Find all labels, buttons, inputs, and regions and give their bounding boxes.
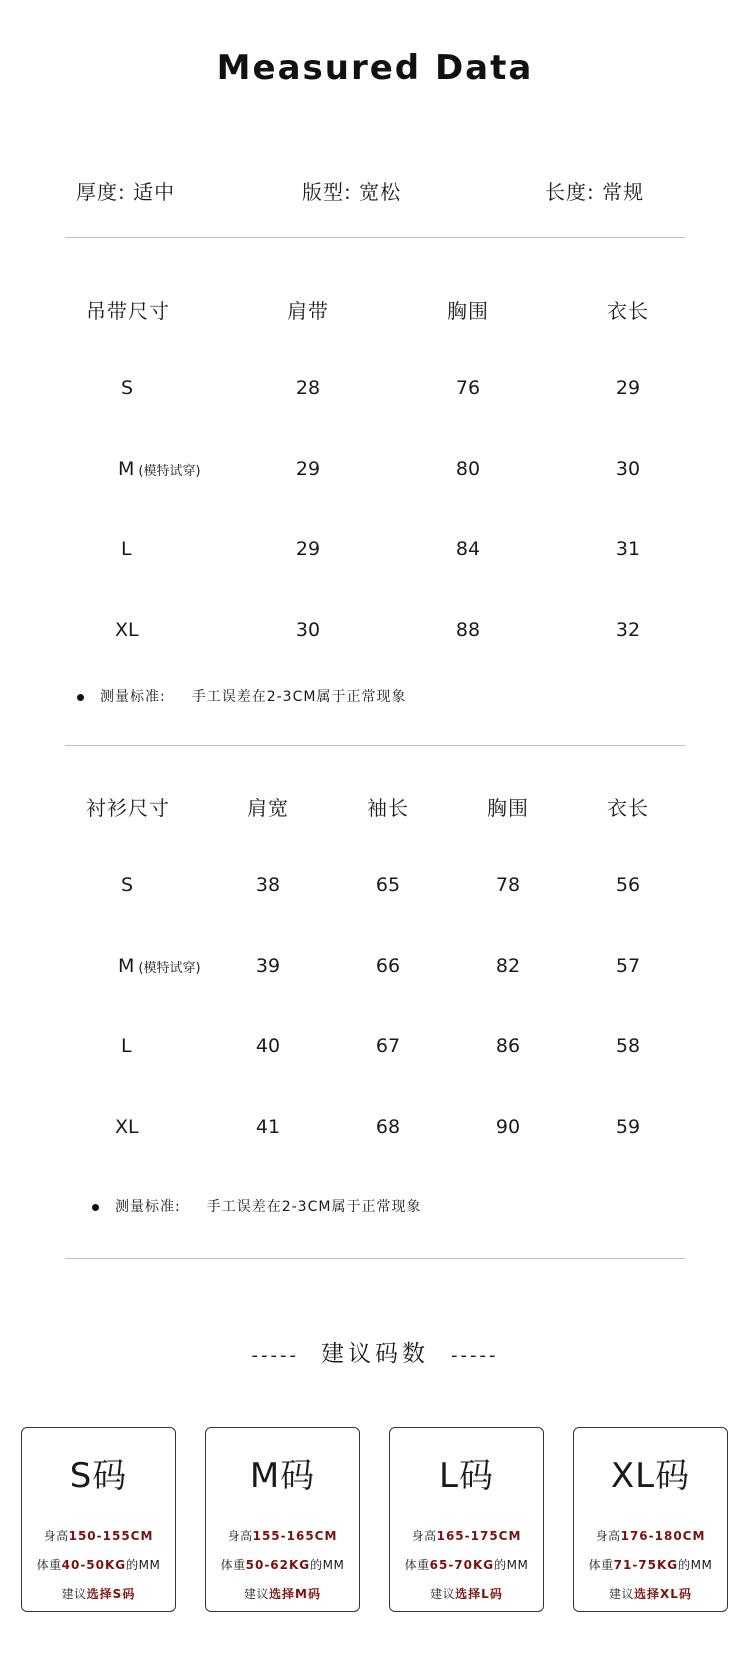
attr-thickness: 厚度: 适中 xyxy=(76,180,176,204)
table-header: 吊带尺寸 xyxy=(86,299,170,323)
table-cell: 30 xyxy=(615,458,641,480)
attr-length: 长度: 常规 xyxy=(545,180,645,204)
card-height: 身高165-175CM xyxy=(411,1529,522,1543)
table-header: 袖长 xyxy=(367,796,409,820)
card-advice: 建议选择M码 xyxy=(244,1587,321,1601)
card-advice: 建议选择XL码 xyxy=(609,1587,692,1601)
table-row-size: L xyxy=(121,538,132,560)
table-cell: 84 xyxy=(455,538,481,560)
card-height: 身高155-165CM xyxy=(227,1529,338,1543)
table-cell: 30 xyxy=(295,619,321,641)
table-row-size: S xyxy=(121,874,134,896)
bullet-icon xyxy=(77,694,84,701)
measurement-note: 测量标准: 手工误差在2-3CM属于正常现象 xyxy=(77,686,406,706)
divider xyxy=(65,237,685,238)
size-card-l xyxy=(389,1427,544,1612)
page-title: Measured Data xyxy=(216,48,534,88)
measurement-note: 测量标准: 手工误差在2-3CM属于正常现象 xyxy=(92,1196,421,1216)
table-cell: 82 xyxy=(495,955,521,977)
table-cell: 78 xyxy=(495,874,521,896)
table-cell: 38 xyxy=(255,874,281,896)
table-cell: 58 xyxy=(615,1035,641,1057)
card-size-label: XL码 xyxy=(610,1456,691,1496)
table-cell: 28 xyxy=(295,377,321,399)
table-cell: 88 xyxy=(455,619,481,641)
card-height: 身高176-180CM xyxy=(595,1529,706,1543)
table-row-size: XL xyxy=(115,619,139,641)
bullet-icon xyxy=(92,1204,99,1211)
divider xyxy=(65,1258,685,1259)
table-cell: 40 xyxy=(255,1035,281,1057)
table-cell: 31 xyxy=(615,538,641,560)
table-header: 胸围 xyxy=(487,796,529,820)
table-header: 胸围 xyxy=(447,299,489,323)
table-cell: 59 xyxy=(615,1116,641,1138)
card-size-label: M码 xyxy=(249,1456,316,1496)
table-row-size: M (模特试穿) xyxy=(118,955,201,977)
card-advice: 建议选择S码 xyxy=(61,1587,136,1601)
table-cell: 29 xyxy=(295,458,321,480)
card-weight: 体重71-75KG的MM xyxy=(588,1558,713,1572)
table-cell: 86 xyxy=(495,1035,521,1057)
size-card-s xyxy=(21,1427,176,1612)
table-row-size: XL xyxy=(115,1116,139,1138)
table-cell: 67 xyxy=(375,1035,401,1057)
card-weight: 体重65-70KG的MM xyxy=(404,1558,529,1572)
table-header: 衣长 xyxy=(607,299,649,323)
table-cell: 32 xyxy=(615,619,641,641)
card-size-label: S码 xyxy=(69,1456,128,1496)
card-advice: 建议选择L码 xyxy=(430,1587,503,1601)
table-cell: 29 xyxy=(295,538,321,560)
table-cell: 41 xyxy=(255,1116,281,1138)
table-header: 衣长 xyxy=(607,796,649,820)
divider xyxy=(65,745,685,746)
table-cell: 68 xyxy=(375,1116,401,1138)
size-card-m xyxy=(205,1427,360,1612)
table-cell: 66 xyxy=(375,955,401,977)
table-cell: 80 xyxy=(455,458,481,480)
table-cell: 65 xyxy=(375,874,401,896)
table-row-size: S xyxy=(121,377,134,399)
card-weight: 体重40-50KG的MM xyxy=(36,1558,161,1572)
card-height: 身高150-155CM xyxy=(43,1529,154,1543)
recommend-heading: ----- 建议码数 ----- xyxy=(251,1341,499,1367)
size-card-xl xyxy=(573,1427,728,1612)
table-cell: 56 xyxy=(615,874,641,896)
table-cell: 57 xyxy=(615,955,641,977)
table-cell: 39 xyxy=(255,955,281,977)
table-row-size: M (模特试穿) xyxy=(118,458,201,480)
table-cell: 29 xyxy=(615,377,641,399)
table-header: 肩带 xyxy=(287,299,329,323)
table-cell: 90 xyxy=(495,1116,521,1138)
table-header: 肩宽 xyxy=(247,796,289,820)
table-cell: 76 xyxy=(455,377,481,399)
card-weight: 体重50-62KG的MM xyxy=(220,1558,345,1572)
card-size-label: L码 xyxy=(439,1456,494,1496)
table-header: 衬衫尺寸 xyxy=(86,796,170,820)
table-row-size: L xyxy=(121,1035,132,1057)
attr-fit: 版型: 宽松 xyxy=(302,180,402,204)
